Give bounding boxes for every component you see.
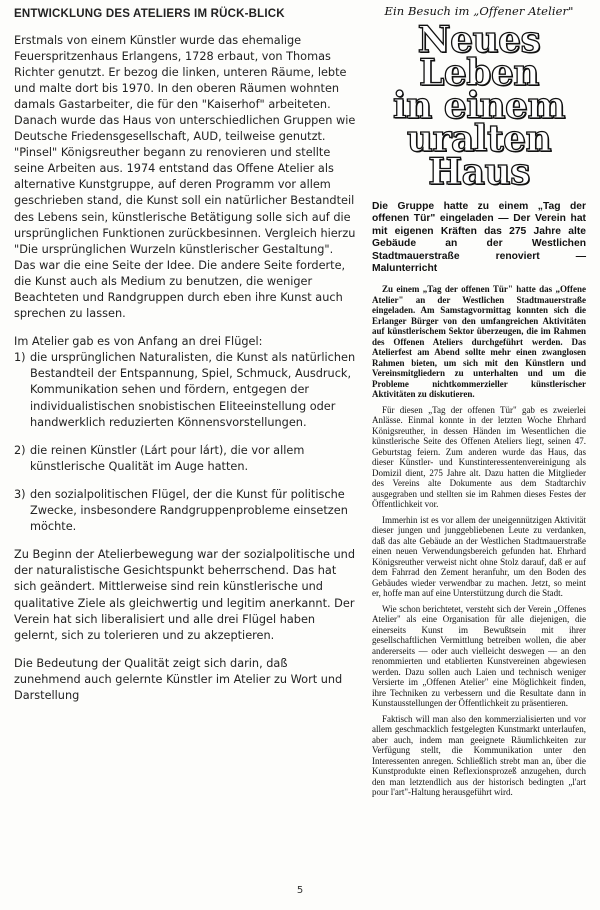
list-item <box>14 487 356 535</box>
article-paragraph: Zu einem „Tag der offenen Tür" hatte das „Offene Atelier" an der Westlichen Stadtmauerstraße eingeladen. Am Samstagvormittag konnten sich die Erlanger Bürger von den umfangreichen Aktivitäten auf künstlerischem Sektor überzeugen, die im Rahmen des Offenen Ateliers durchgeführt werden. Das Atelierfest am Abend sollte mehr einen zwanglosen Rahmen bieten, um sich mit den Künstlern und Vereinsmitgliedern zu unterhalten und um die Probleme nichtkommerzieller künstlerischer Aktivitäten zu diskutieren. <box>372 284 586 400</box>
list-item-text: den sozialpolitischen Flügel, der die Kunst für politische Zwecke, insbesondere Randgruppenprobleme einsetzen möchte. <box>30 487 348 534</box>
left-column <box>14 8 356 704</box>
list-item-number: 3) <box>14 487 26 501</box>
clipping-headline <box>372 19 586 193</box>
headline-line: Neues Leben <box>417 19 541 94</box>
article-paragraph: Immerhin ist es vor allem der uneigennützigen Aktivität dieser jungen und junggebliebenen Leute zu verdanken, daß das alte Gebäude an der Westlichen Stadtmauerstraße einen neuen Verwendungsbereich gefunden hat. Ehrhard Königsreuther verweist nicht ohne Stolz darauf, daß er auf dem Fahrrad den Zement heranfuhr, um den Boden des Gebäudes wieder verwendbar zu machen. Jetzt, so meint er, hoffe man auf eine Unterstützung durch die Stadt. <box>372 514 586 599</box>
article-paragraph: Faktisch will man also den kommerzialisierten und vor allem geschmacklich festgelegten Kunstmarkt unterlaufen, aber auch, indem man geeignete Räumlichkeiten zur Verfügung stellt, die Kommunikation unter den Interessenten anregen. Schließlich strebt man an, über die Kunstprodukte einen Reflexionsprozeß anzugehen, durch den man letztendlich aus der historisch bedingten „l'art pour l'art"-Haltung herausgeführt wird. <box>372 713 586 798</box>
list-item <box>14 350 356 430</box>
article-paragraph: Wie schon berichtetet, versteht sich der Verein „Offenes Atelier" als eine Organisation für alle diejenigen, die einerseits Kunst im Bewußtsein mit ihrer gesellschaftlichen Vermittlung betreiben wollen, die aber andererseits — oder auch vielleicht deswegen — an den renommierten und etablierten Kunstvereinen abgewiesen werden. Dazu sollen auch Laien und technisch weniger Versierte im „Offenen Atelier" eine Möglichkeit finden, ihre Techniken zu verbessern und die Resultate dann in Kunstausstellungen der Öffentlichkeit zu präsentieren. <box>372 603 586 709</box>
wings-list <box>14 350 356 535</box>
paragraph-history: Erstmals von einem Künstler wurde das ehemalige Feuerspritzenhaus Erlangens, 1728 erbaut, von Thomas Richter genutzt. Er bezog die linken, unteren Räume, lebte und malte dort bis 1970. In den oberen Räumen wohnten damals Gastarbeiter, die für den "Kaiserhof" arbeiteten. Danach wurde das Haus von unterschiedlichen Gruppen wie Deutsche Friedensgesellschaft, AUD, teilweise genutzt. "Pinsel" Königsreuther begann zu renovieren und stellte seine Arbeiten aus. 1974 entstand das Offene Atelier als alternative Kunstgruppe, auf deren Programm vor allem geschrieben stand, die Kunst soll ein natürlicher Bestandteil des Lebens sein, künstlerische Betätigung solle sich auf die ursprünglichen Funktionen zurückbesinnen. Vergleich hierzu "Die ursprünglichen Wurzeln künstlerischer Gestaltung". <box>14 33 356 256</box>
paragraph-other-side: Das war die eine Seite der Idee. Die andere Seite forderte, die Kunst auch als Medium zu benutzen, die weniger Beachteten und Randgruppen durch eben ihre Kunst auch sprechen zu lassen. <box>14 258 346 321</box>
list-item-number: 2) <box>14 443 26 457</box>
headline-line: uralten Haus <box>406 118 552 193</box>
list-item <box>14 443 356 475</box>
paragraph-quality: Die Bedeutung der Qualität zeigt sich darin, daß zunehmend auch gelernte Künstler im Atelier zu Wort und Darstellung <box>14 656 343 702</box>
list-item-number: 1) <box>14 351 26 365</box>
paragraph-wings-intro: Im Atelier gab es von Anfang an drei Flügel: <box>14 335 263 349</box>
clipping-kicker: Ein Besuch im „Offener Atelier" <box>384 4 574 18</box>
newspaper-clipping <box>372 4 586 803</box>
clipping-body <box>372 284 586 798</box>
list-item-text: die reinen Künstler (Lárt pour lárt), die vor allem künstlerische Qualität im Auge hatten. <box>30 443 305 473</box>
paragraph-beginning: Zu Beginn der Atelierbewegung war der sozialpolitische und der naturalistische Gesichtspunkt beherrschend. Das hat sich geändert. Mittlerweise sind rein künstlerische und qualitative Ziele als gleichwertig und legitim anerkannt. Der Verein hat sich liberalisiert und alle drei Flügel haben gelernt, sich zu tolerieren und zu akzeptieren. <box>14 548 356 642</box>
article-paragraph: Für diesen „Tag der offenen Tür" gab es zweierlei Anlässe. Einmal konnte in der letzten Woche Ehrhard Königsreuther, in dessen Händen im Wesentlichen die künstlerische Seite des Offenen Ateliers liegt, seinen 47. Geburtstag feiern. Zum anderen wurde das Haus, das dieser Künstler- und Kunstinteressentenvereinigung als Domizil dient, 275 Jahre alt. Dazu hatten die Mitglieder des Vereins alte Dokumente aus dem Stadtarchiv ausgegraben und stellten sie im Rahmen dieses Festes der Öffentlichkeit vor. <box>372 404 586 510</box>
clipping-lead: Die Gruppe hatte zu einem „Tag der offenen Tür" eingeladen — Der Verein hat mit eigenen Kräften das 275 Jahre alte Gebäude an der Westlichen Stadtmauerstraße renoviert — Malunterricht <box>372 201 586 275</box>
list-item-text: die ursprünglichen Naturalisten, die Kunst als natürlichen Bestandteil der Entspannung, Spiel, Schmuck, Ausdruck, Kommunikation sehen und fördern, entgegen der individualistischen snobistischen Eliteeinstellung oder handwerklich reduzierten Könnensvorstellungen. <box>30 351 356 429</box>
headline-line: in einem <box>392 85 566 127</box>
section-heading: ENTWICKLUNG DES ATELIERS IM RÜCK-BLICK <box>14 8 285 20</box>
page-number: 5 <box>296 885 304 896</box>
